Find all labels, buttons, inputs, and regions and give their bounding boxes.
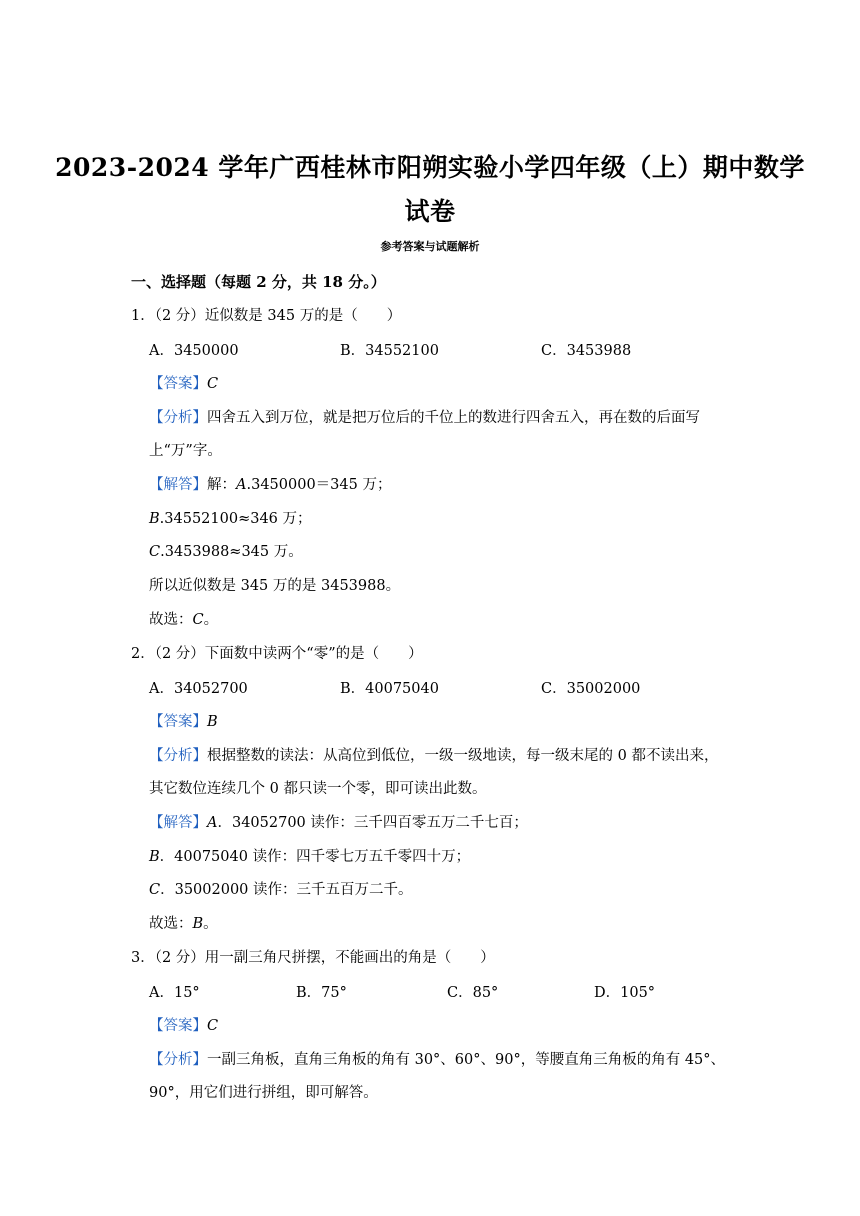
question-1-solution-line-4: 所以近似数是 345 万的是 3453988。 xyxy=(149,578,401,594)
question-2-answer xyxy=(149,710,218,731)
answer-value: C xyxy=(207,376,219,392)
page-subtitle: 参考答案与试题解析 xyxy=(380,240,480,253)
page-title: 2023-2024 学年广西桂林市阳朔实验小学四年级（上）期中数学 xyxy=(55,153,805,182)
answer-value: C xyxy=(207,1018,219,1034)
question-1-solution-line-3: C.3453988≈345 万。 xyxy=(149,544,303,560)
question-3-analysis-line-2: 90°，用它们进行拼组，即可解答。 xyxy=(149,1085,378,1101)
answer-label: 【答案】 xyxy=(149,376,207,392)
question-2-analysis-line-2: 其它数位连续几个 0 都只读一个零，即可读出此数。 xyxy=(149,781,487,797)
question-3-option-b: B．75° xyxy=(296,985,347,1001)
question-2-analysis-line-1 xyxy=(149,744,718,765)
question-1-conclusion: 故选：C。 xyxy=(149,612,219,628)
question-3-answer xyxy=(149,1014,218,1035)
answer-value: B xyxy=(207,714,218,730)
question-1-option-a: A．3450000 xyxy=(149,343,239,359)
section-heading: 一、选择题（每题 2 分，共 18 分。） xyxy=(131,273,386,291)
question-1-stem: 1．（2 分）近似数是 345 万的是（ ） xyxy=(131,308,402,324)
question-1-analysis-line-1 xyxy=(149,406,700,427)
question-3-analysis-line-1 xyxy=(149,1048,725,1069)
question-1-solution-line-2: B.34552100≈346 万； xyxy=(149,511,312,527)
question-1-analysis-line-2: 上“万”字。 xyxy=(149,443,222,459)
question-1-option-b: B．34552100 xyxy=(340,343,439,359)
question-2-option-a: A．34052700 xyxy=(149,681,248,697)
question-2-conclusion: 故选：B。 xyxy=(149,916,218,932)
analysis-text: 四舍五入到万位，就是把万位后的千位上的数进行四舍五入，再在数的后面写 xyxy=(207,410,700,426)
analysis-label: 【分析】 xyxy=(149,410,207,426)
question-2-solution-line-3: C．35002000 读作：三千五百万二千。 xyxy=(149,882,413,898)
question-3-stem: 3．（2 分）用一副三角尺拼摆，不能画出的角是（ ） xyxy=(131,950,495,966)
question-2-option-c: C．35002000 xyxy=(541,681,641,697)
question-1-solution-line-1: 【解答】解：A.3450000＝345 万； xyxy=(149,477,392,493)
analysis-label: 【分析】 xyxy=(149,1052,207,1068)
question-1-answer xyxy=(149,372,218,393)
analysis-text: 一副三角板，直角三角板的角有 30°、60°、90°，等腰直角三角板的角有 45°、 xyxy=(207,1052,726,1068)
question-2-solution-line-2: B．40075040 读作：四千零七万五千零四十万； xyxy=(149,849,471,865)
analysis-label: 【分析】 xyxy=(149,748,207,764)
question-2-option-b: B．40075040 xyxy=(340,681,439,697)
question-2-solution-line-1: 【解答】A．34052700 读作：三千四百零五万二千七百； xyxy=(149,815,528,831)
question-2-stem: 2．（2 分）下面数中读两个“零”的是（ ） xyxy=(131,646,423,662)
solution-label: 【解答】 xyxy=(149,477,207,493)
page-title-line2: 试卷 xyxy=(404,197,456,226)
solution-label: 【解答】 xyxy=(149,815,207,831)
question-3-option-d: D．105° xyxy=(594,985,656,1001)
answer-label: 【答案】 xyxy=(149,1018,207,1034)
answer-label: 【答案】 xyxy=(149,714,207,730)
question-3-option-a: A．15° xyxy=(149,985,200,1001)
question-3-option-c: C．85° xyxy=(447,985,499,1001)
question-1-option-c: C．3453988 xyxy=(541,343,632,359)
analysis-text: 根据整数的读法：从高位到低位，一级一级地读，每一级末尾的 0 都不读出来， xyxy=(207,748,719,764)
